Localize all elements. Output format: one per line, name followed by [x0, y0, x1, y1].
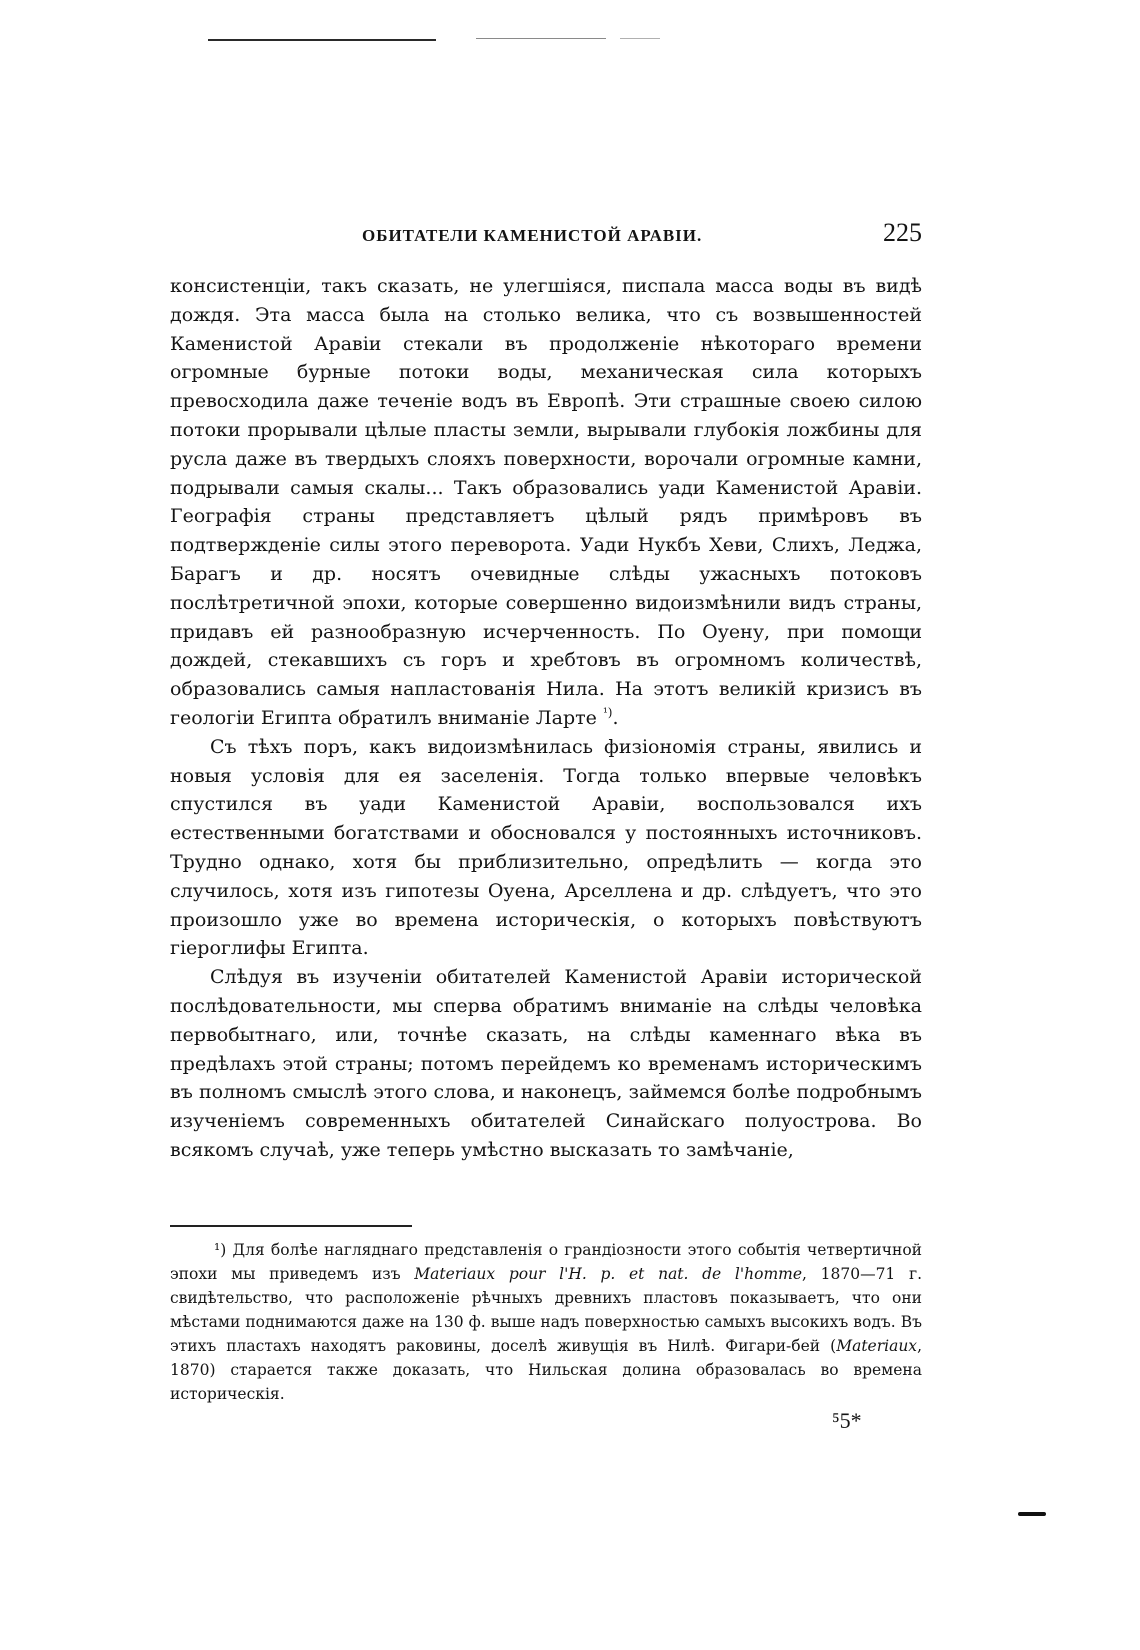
scan-artifact-line — [620, 38, 660, 39]
paragraph: Слѣдуя въ изученіи обитателей Каменистой Аравіи исторической послѣдовательности, мы сперва обратимъ вниманіе на слѣды человѣка первобытнаго, или, точнѣе сказать, на слѣды каменнаго вѣка въ предѣлахъ этой страны; потомъ перейдемъ ко временамъ историческимъ въ полномъ смыслѣ этого слова, и наконецъ, займемся болѣе подробнымъ изученіемъ современныхъ обитателей Синайскаго полуострова. Во всякомъ случаѣ, уже теперь умѣстно высказать то замѣчаніе, — [170, 966, 922, 1161]
footnote-divider — [170, 1225, 412, 1227]
scan-artifact-line — [208, 39, 436, 41]
running-title: ОБИТАТЕЛИ КАМЕНИСТОЙ АРАВІИ. — [362, 226, 703, 245]
printer-signature: ⁵5* — [832, 1408, 862, 1433]
footnote-text: ¹) Для болѣе нагляднаго представленія о грандіозности этого событія четвертичной эпохи мы приведемъ изъ Materiaux pour l'H. p. et nat. de l'homme, 1870—71 г. свидѣтельство, что расположеніе рѣчныхъ древнихъ пластовъ показываетъ, что они мѣстами поднимаются даже на 130 ф. выше надъ поверхностью самыхъ высокихъ водъ. Въ этихъ пластахъ находятъ раковины, доселѣ живущія въ Нилѣ. Фигари-бей (Materiaux, 1870) старается также доказать, что Нильская долина образовалась во времена историческія. — [170, 1241, 923, 1403]
paragraph: Съ тѣхъ поръ, какъ видоизмѣнилась физіономія страны, явились и новыя условія для ея заселенія. Тогда только впервые человѣкъ спустился въ уади Каменистой Аравіи, воспользовался ихъ естественными богатствами и обосновался у постоянныхъ источниковъ. Трудно однако, хотя бы приблизительно, опредѣлить — когда это случилось, хотя изъ гипотезы Оуена, Арселлена и др. слѣдуетъ, что это произошло уже во времена историческія, о которыхъ повѣствуютъ гіероглифы Египта. — [170, 735, 922, 960]
margin-mark — [1018, 1512, 1046, 1516]
page-number: 225 — [883, 218, 922, 247]
page-header — [170, 218, 922, 254]
cited-source: Materiaux — [836, 1337, 918, 1355]
footnote — [170, 1238, 922, 1406]
body-text — [170, 272, 922, 1165]
footnote-reference[interactable]: ¹) — [602, 705, 613, 720]
paragraph: консистенціи, такъ сказать, не улегшіяся, писпала масса воды въ видѣ дождя. Эта масса была на столько велика, что съ возвышенностей Каменистой Аравіи стекали въ продолженіе нѣкотораго времени огромные бурные потоки воды, механическая сила которыхъ превосходила даже теченіе водъ въ Европѣ. Эти страшные своею силою потоки прорывали цѣлые пласты земли, вырывали глубокія ложбины для русла даже въ твердыхъ слояхъ поверхности, ворочали огромные камни, подрывали самыя скалы... Такъ образовались уади Каменистой Аравіи. Географія страны представляетъ цѣлый рядъ примѣровъ въ подтвержденіе силы этого переворота. Уади Нукбъ Хеви, Слихъ, Леджа, Барагъ и др. носятъ очевидные слѣды ужасныхъ потоковъ послѣтретичной эпохи, которые совершенно видоизмѣнили видъ страны, придавъ ей разнообразную исчерченность. По Оуену, при помощи дождей, стекавшихъ съ горъ и хребтовъ въ огромномъ количествѣ, образовались самыя напластованія Нила. На этотъ великій кризисъ въ геологіи Египта обратилъ вниманіе Ларте $^{^1)}$. — [170, 275, 922, 729]
cited-source: Materiaux pour l'H. p. et nat. de l'homme — [414, 1265, 803, 1283]
scan-artifact-line — [476, 38, 606, 39]
